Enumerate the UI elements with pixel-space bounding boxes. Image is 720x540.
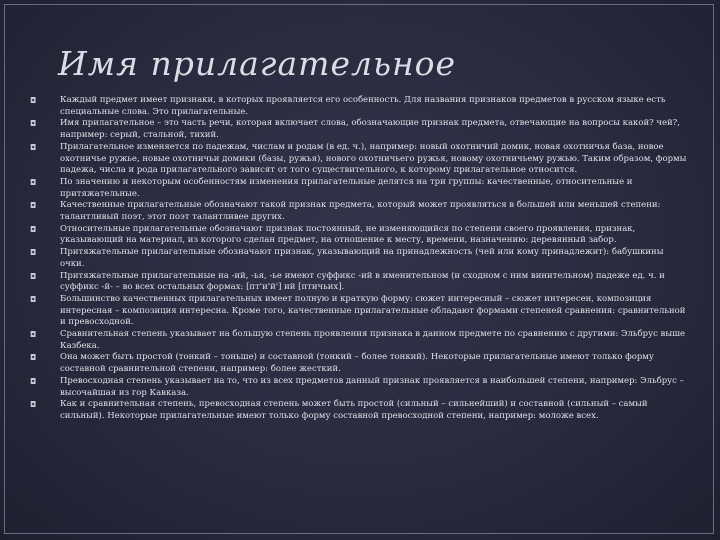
bullet-text: Притяжательные прилагательные на -ий, -ья, -ье имеют суффикс -ий в именительном (и сходном с ним винительном) падеже ед. ч. и суффикс -й- – во всех остальных формах: [пт'и'й'] ий [птичьих]. — [60, 270, 665, 293]
bullet-marker-icon: ◘ — [30, 142, 37, 152]
bullet-text: Относительные прилагательные обозначают признак постоянный, не изменяющийся по степени своего проявления, признак, указывающий на материал, из которого сделан предмет, на отношение к месту, времени, назначению: деревянный забор. — [60, 223, 636, 246]
bullet-marker-icon: ◘ — [30, 96, 37, 105]
bullet-item — [30, 352, 690, 375]
bullet-marker-icon: ◘ — [30, 353, 37, 363]
bullet-text: Каждый предмет имеет признаки, в которых проявляется его особенность. Для названия признаков предметов в русском языке есть специальные слова. Это прилагательные. — [60, 95, 666, 117]
bullet-marker-icon: ◘ — [30, 376, 37, 386]
bullet-item — [30, 118, 690, 141]
bullet-text: Имя прилагательное – это часть речи, которая включает слова, обозначающие признак предмета, отвечающие на вопросы какой? чей?, например: серый, стальной, тихий. — [60, 118, 680, 141]
bullet-marker-icon: ◘ — [30, 400, 37, 410]
bullet-item — [30, 95, 690, 118]
bullet-text: По значению и некоторым особенностям изменения прилагательные делятся на три группы: качественные, относительные и притяжательные. — [60, 176, 633, 199]
slide-title: Имя прилагательное — [58, 44, 457, 83]
bullet-marker-icon: ◘ — [30, 330, 37, 340]
bullet-marker-icon: ◘ — [30, 294, 37, 304]
bullet-marker-icon: ◘ — [30, 119, 37, 129]
bullet-text: Большинство качественных прилагательных имеет полную и краткую форму: сюжет интересный – сюжет интересен, композиция интересная – композиция интересна. Кроме того, качественные прилагательные обладают формами степеней сравнения: сравнительной и превосходной. — [60, 293, 686, 328]
bullet-text: Притяжательные прилагательные обозначают признак, указывающий на принадлежность (чей или кому принадлежит): бабушкины очки. — [60, 247, 664, 269]
bullet-item — [30, 142, 690, 177]
bullet-item — [30, 376, 690, 399]
bullet-item — [30, 271, 690, 294]
bullet-marker-icon: ◘ — [30, 224, 37, 234]
bullet-item — [30, 247, 690, 270]
bullet-marker-icon: ◘ — [30, 248, 37, 258]
bullet-list — [30, 95, 690, 423]
bullet-text: Превосходная степень указывает на то, что из всех предметов данный признак проявляется в наибольшей степени, например: Эльбрус – высочайшая из гор Кавказа. — [60, 375, 684, 398]
bullet-item — [30, 224, 690, 247]
bullet-text: Качественные прилагательные обозначают такой признак предмета, который может проявляться в большей или меньшей степени: талантливый поэт, этот поэт талантливее других. — [60, 200, 661, 223]
bullet-text: Сравнительная степень указывает на большую степень проявления признака в данном предмете по сравнению с другими: Эльбрус выше Казбека. — [60, 329, 686, 351]
bullet-text: Она может быть простой (тонкий – тоньше) и составной (тонкий – более тонкий). Некоторые прилагательные имеют только форму составной сравнительной степени, например: более жесткий. — [60, 352, 654, 375]
bullet-item — [30, 399, 690, 422]
bullet-marker-icon: ◘ — [30, 271, 37, 281]
bullet-text: Как и сравнительная степень, превосходная степень может быть простой (сильный – сильнейший) и составной (сильный – самый сильный). Некоторые прилагательные имеют только форму составной превосходной степени, например: моложе всех. — [60, 399, 648, 421]
bullet-marker-icon: ◘ — [30, 201, 37, 211]
bullet-item — [30, 294, 690, 329]
bullet-item — [30, 177, 690, 200]
bullet-marker-icon: ◘ — [30, 177, 37, 187]
bullet-text: Прилагательное изменяется по падежам, числам и родам (в ед. ч.), например: новый охотничий домик, новая охотничья база, новое охотничье ружье, новые охотничьи домики (базы, ружья), нового охотничьего ружья, новому охотничьему ружью. Таким образом, формы падежа, числа и рода прилагательного зависят от того существительного, к которому прилагательное относится. — [60, 141, 687, 176]
bullet-item — [30, 200, 690, 223]
bullet-item — [30, 329, 690, 352]
